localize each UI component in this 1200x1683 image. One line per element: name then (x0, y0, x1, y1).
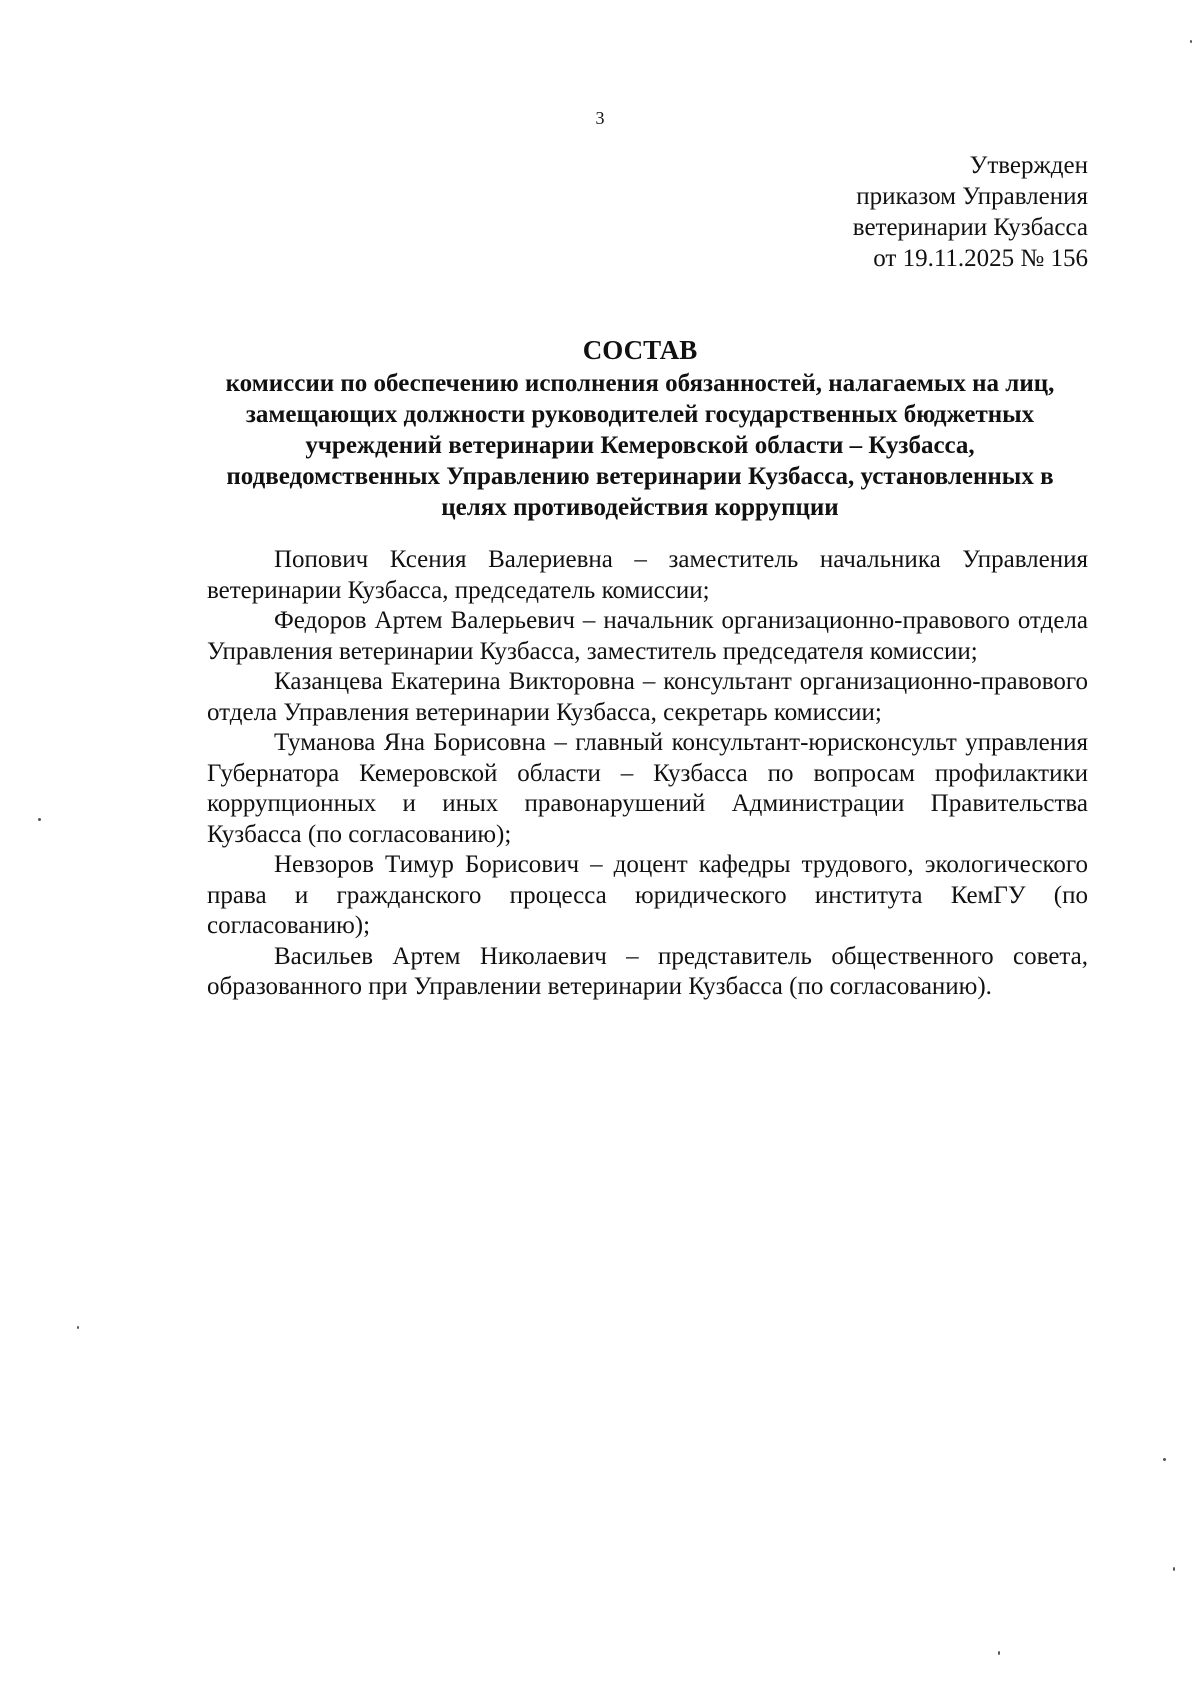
subtitle-line: целях противодействия коррупции (441, 494, 839, 521)
subtitle-line: замещающих должности руководителей государственных бюджетных (245, 401, 1035, 428)
document-title: СОСТАВ (582, 335, 698, 365)
member-entry: Попович Ксения Валериевна – заместитель начальника Управления ветеринарии Кузбасса, председатель комиссии; (207, 546, 1088, 604)
commission-members-list (207, 545, 1088, 1003)
document-subtitle (190, 368, 1090, 523)
member-entry: Туманова Яна Борисовна – главный консультант-юрисконсульт управления Губернатора Кемеровской области – Кузбасса по вопросам профилактики коррупционных и иных правонарушений Администрации Правительства Кузбасса (по согласованию); (207, 729, 1088, 848)
subtitle-line: комиссии по обеспечению исполнения обязанностей, налагаемых на лиц, (225, 370, 1055, 397)
approval-line: Утвержден (969, 152, 1088, 179)
scan-speck (38, 818, 41, 821)
subtitle-line: учреждений ветеринарии Кемеровской области – Кузбасса, (305, 432, 975, 459)
approval-line: от 19.11.2025 № 156 (873, 245, 1088, 272)
page-number: 3 (595, 108, 605, 128)
approval-line: приказом Управления (856, 183, 1088, 210)
member-entry: Федоров Артем Валерьевич – начальник организационно-правового отдела Управления ветеринарии Кузбасса, заместитель председателя комиссии; (207, 607, 1088, 665)
document-title-block (190, 332, 1090, 523)
scan-speck (77, 1326, 79, 1329)
scan-speck (1163, 1458, 1166, 1461)
scan-speck (1173, 1567, 1175, 1571)
member-entry: Васильев Артем Николаевич – представитель общественного совета, образованного при Управлении ветеринарии Кузбасса (по согласованию). (207, 942, 1088, 1000)
member-entry: Невзоров Тимур Борисович – доцент кафедры трудового, экологического права и гражданского процесса юридического института КемГУ (по согласованию); (207, 851, 1088, 939)
approval-stamp-text (853, 150, 1088, 274)
scan-speck (1190, 40, 1192, 43)
scan-speck (998, 1651, 1000, 1655)
approval-line: ветеринарии Кузбасса (852, 214, 1088, 241)
member-entry: Казанцева Екатерина Викторовна – консультант организационно-правового отдела Управления ветеринарии Кузбасса, секретарь комиссии; (207, 668, 1088, 726)
subtitle-line: подведомственных Управлению ветеринарии Кузбасса, установленных в (226, 463, 1054, 490)
